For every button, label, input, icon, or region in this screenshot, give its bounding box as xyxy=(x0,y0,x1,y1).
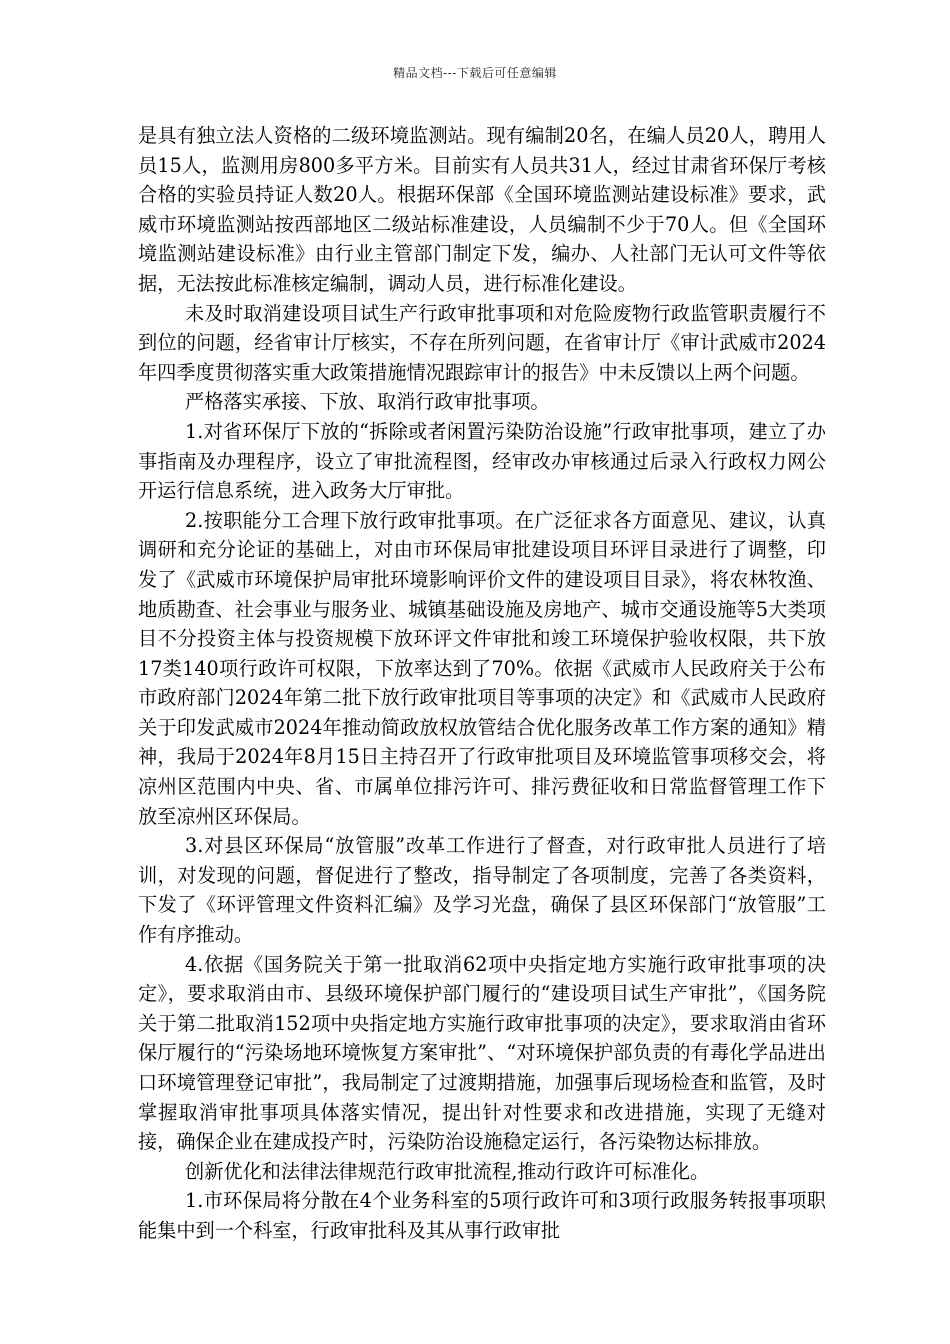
paragraph: 1.市环保局将分散在4个业务科室的5项行政许可和3项行政服务转报事项职能集中到一个科室，行政审批科及其从事行政审批 xyxy=(138,1189,826,1242)
paragraph: 3.对县区环保局“放管服”改革工作进行了督查，对行政审批人员进行了培训，对发现的问题，督促进行了整改，指导制定了各项制度，完善了各类资料，下发了《环评管理文件资料汇编》及学习光盘，确保了县区环保部门“放管服”工作有序推动。 xyxy=(138,834,826,947)
paragraph: 4.依据《国务院关于第一批取消62项中央指定地方实施行政审批事项的决定》，要求取消由市、县级环境保护部门履行的“建设项目试生产审批”，《国务院关于第二批取消152项中央指定地方实施行政审批事项的决定》，要求取消由省环保厅履行的“污染场地环境恢复方案审批”、“对环境保护部负责的有毒化学品进出口环境管理登记审批”，我局制定了过渡期措施，加强事后现场检查和监管，及时掌握取消审批事项具体落实情况，提出针对性要求和改进措施，实现了无缝对接，确保企业在建成投产时，污染防治设施稳定运行，各污染物达标排放。 xyxy=(138,952,826,1154)
page-header: 精品文档---下载后可任意编辑 xyxy=(393,66,557,80)
paragraph: 创新优化和法律法律规范行政审批流程,推动行政许可标准化。 xyxy=(185,1159,710,1183)
paragraph: 2.按职能分工合理下放行政审批事项。在广泛征求各方面意见、建议，认真调研和充分论证的基础上，对由市环保局审批建设项目环评目录进行了调整，印发了《武威市环境保护局审批环境影响评价文件的建设项目目录》，将农林牧渔、地质勘查、社会事业与服务业、城镇基础设施及房地产、城市交通设施等5大类项目不分投资主体与投资规模下放环评文件审批和竣工环境保护验收权限，共下放17类140项行政许可权限，下放率达到了70%。依据《武威市人民政府关于公布市政府部门2024年第二批下放行政审批项目等事项的决定》和《武威市人民政府关于印发武威市2024年推动简政放权放管结合优化服务改革工作方案的通知》精神，我局于2024年8月15日主持召开了行政审批项目及环境监管事项移交会，将凉州区范围内中央、省、市属单位排污许可、排污费征收和日常监督管理工作下放至凉州区环保局。 xyxy=(138,508,826,828)
paragraph: 严格落实承接、下放、取消行政审批事项。 xyxy=(185,390,550,414)
paragraph: 是具有独立法人资格的二级环境监测站。现有编制20名，在编人员20人，聘用人员15人，监测用房800多平方米。目前实有人员共31人，经过甘肃省环保厅考核合格的实验员持证人数20人。根据环保部《全国环境监测站建设标准》要求，武威市环境监测站按西部地区二级站标准建设，人员编制不少于70人。但《全国环境监测站建设标准》由行业主管部门制定下发，编办、人社部门无认可文件等依据，无法按此标准核定编制，调动人员，进行标准化建设。 xyxy=(138,124,826,295)
paragraph: 未及时取消建设项目试生产行政审批事项和对危险废物行政监管职责履行不到位的问题，经省审计厅核实，不存在所列问题，在省审计厅《审计武威市2024年四季度贯彻落实重大政策措施情况跟踪审计的报告》中未反馈以上两个问题。 xyxy=(138,301,826,384)
paragraph: 1.对省环保厅下放的“拆除或者闲置污染防治设施”行政审批事项，建立了办事指南及办理程序，设立了审批流程图，经审改办审核通过后录入行政权力网公开运行信息系统，进入政务大厅审批。 xyxy=(138,419,826,503)
document-body xyxy=(138,121,826,1246)
